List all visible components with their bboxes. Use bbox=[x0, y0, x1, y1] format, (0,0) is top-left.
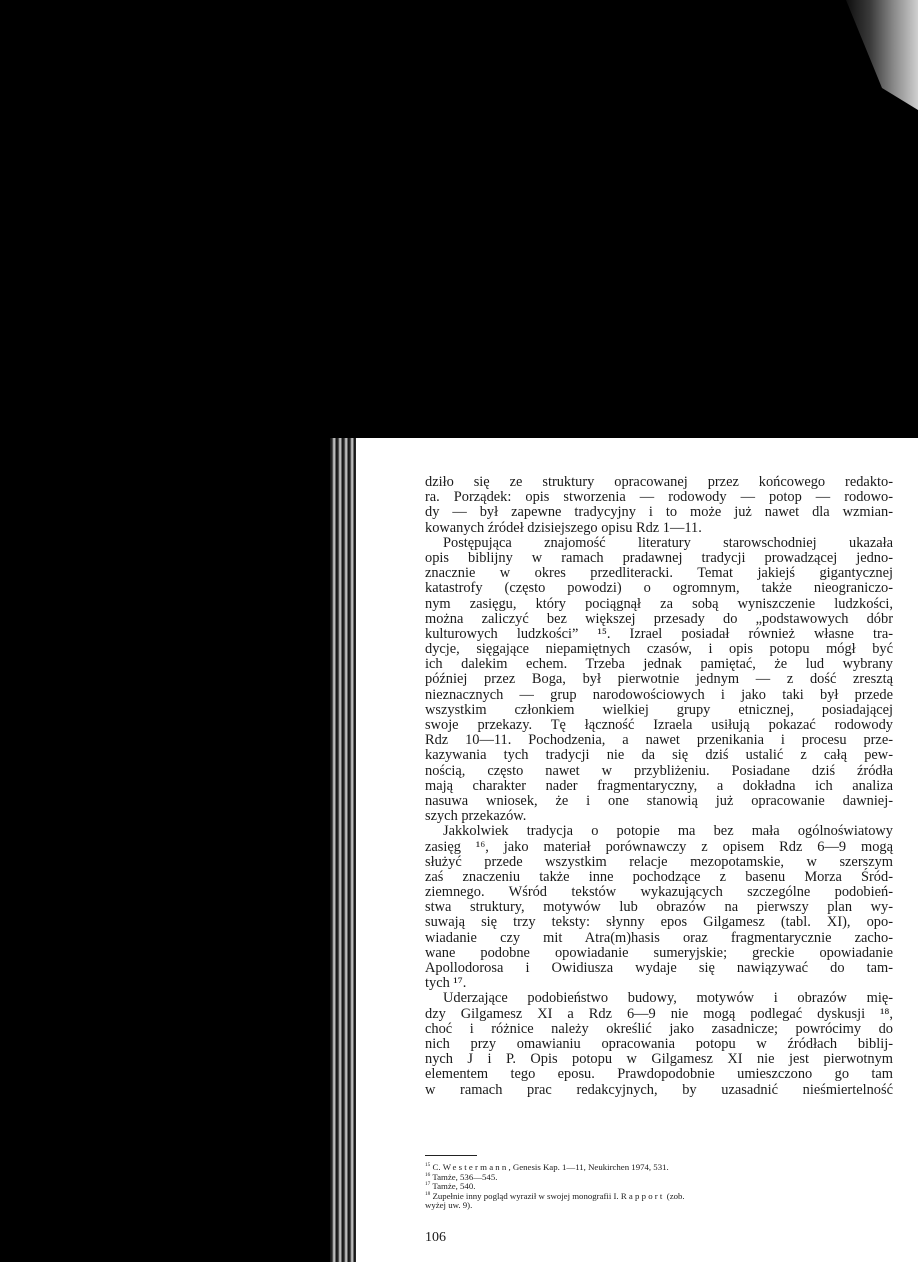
text-line: Jakkolwiek tradycja o potopie ma bez mała ogólnoświatowy bbox=[443, 823, 893, 840]
footnote-author: Rapport bbox=[620, 1190, 665, 1201]
text-line: tych ¹⁷. bbox=[425, 975, 467, 992]
text-line: nieznacznych — grup narodowościowych i jako taki był przede bbox=[425, 686, 893, 703]
text-line: dy — był zapewne tradycyjny i to może już nawet dla wzmian- bbox=[425, 504, 893, 521]
text-line: dycje, sięgające niepamiętnych czasów, i opis potopu mógł być bbox=[425, 641, 893, 658]
footnotes bbox=[425, 1163, 893, 1211]
text-line: dziło się ze struktury opracowanej przez końcowego redakto- bbox=[425, 474, 893, 490]
text-line: można zaliczyć bez większej przesady do „podstawowych dóbr bbox=[425, 610, 893, 627]
text-line: kowanych źródeł dzisiejszego opisu Rdz 1—11. bbox=[425, 519, 702, 536]
dark-background bbox=[0, 0, 918, 440]
text-line: elementem tego eposu. Prawdopodobnie umieszczono go tam bbox=[425, 1066, 893, 1083]
footnote-text: C. bbox=[432, 1162, 443, 1172]
footnote-text: wyżej uw. 9). bbox=[425, 1200, 473, 1211]
text-line: choć i różnice należy określić jako zasadnicze; powrócimy do bbox=[425, 1020, 893, 1037]
text-line: nich przy omawianiu opracowania potopu w źródłach biblij- bbox=[425, 1035, 893, 1052]
text-line: szych przekazów. bbox=[425, 808, 527, 825]
footnote bbox=[425, 1201, 893, 1211]
text-line: Uderzające podobieństwo budowy, motywów i obrazów mię- bbox=[443, 990, 893, 1007]
text-line: kazywania tych tradycji nie da się dziś ustalić z całą pew- bbox=[425, 747, 893, 764]
text-line: wszystkim członkiem wielkiej grupy etnicznej, posiadającej bbox=[425, 701, 893, 718]
body-text bbox=[425, 475, 893, 1098]
text-line: później przez Boga, był pierwotnie jednym — z dość zresztą bbox=[425, 671, 893, 688]
text-line: Apollodorosa i Owidiusza wydaje się nawiązywać do tam- bbox=[425, 960, 893, 976]
footnote-number: 16 bbox=[425, 1171, 431, 1178]
footnote-number: 15 bbox=[425, 1162, 431, 1169]
footnote-author: Westermann bbox=[442, 1162, 509, 1172]
text-line: swoje przekazy. Tę łączność Izraela usiłują pokazać rodowody bbox=[425, 717, 893, 733]
text-line: wane podobne opowiadanie sumeryjskie; greckie opowiadanie bbox=[425, 944, 893, 961]
text-line: Postępująca znajomość literatury starowschodniej ukazała bbox=[443, 534, 893, 551]
text-line: nym zasięgu, który pociągnął za sobą wyniszczenie ludzkości, bbox=[425, 595, 893, 612]
text-line: służyć przede wszystkim relacje mezopotamskie, w szerszym bbox=[425, 853, 893, 870]
text-line: nych J i P. Opis potopu w Gilgamesz XI nie jest pierwotnym bbox=[425, 1051, 893, 1068]
text-line: suwają się trzy teksty: słynny epos Gilgamesz (tabl. XI), opo- bbox=[425, 914, 893, 931]
footnote-divider bbox=[425, 1155, 477, 1156]
text-line: mają charakter nader fragmentaryczny, a dokładna ich analiza bbox=[425, 777, 893, 794]
text-line: zaś znaczeniu także inne pochodzące z basenu Morza Śród- bbox=[425, 868, 893, 885]
footnote-number: 17 bbox=[425, 1181, 431, 1188]
text-line: Rdz 10—11. Pochodzenia, a nawet przenikania i procesu prze- bbox=[425, 732, 893, 749]
text-line: ich dalekim echem. Trzeba jednak pamiętać, że lud wybrany bbox=[425, 656, 893, 673]
text-line: opis biblijny w ramach pradawnej tradycji prowadzącej jedno- bbox=[425, 549, 893, 566]
footnote-text: , Genesis Kap. 1—11, Neukirchen 1974, 531. bbox=[508, 1162, 669, 1172]
text-line: dzy Gilgamesz XI a Rdz 6—9 nie mogą podlegać dyskusji ¹⁸, bbox=[425, 1005, 893, 1022]
page-number: 106 bbox=[425, 1230, 446, 1245]
text-line: katastrofy (często powodzi) o ogromnym, także nieograniczo- bbox=[425, 580, 893, 597]
text-line: stwa struktury, motywów lub obrazów na pierwszy plan wy- bbox=[425, 899, 893, 916]
text-line: ziemnego. Wśród tekstów wykazujących szczególne podobień- bbox=[425, 884, 893, 901]
text-line: w ramach prac redakcyjnych, by uzasadnić nieśmiertelność bbox=[425, 1081, 893, 1098]
text-line: ra. Porządek: opis stworzenia — rodowody — potop — rodowo- bbox=[425, 489, 893, 506]
footnote-text: Tamże, 536—545. bbox=[432, 1171, 498, 1182]
page-gutter bbox=[330, 438, 356, 1262]
footnote-text: (zob. bbox=[664, 1190, 685, 1201]
footnote-text: Zupełnie inny pogląd wyraził w swojej monografii I. bbox=[432, 1190, 621, 1201]
text-line: nasuwa wniosek, że i one stanowią już opracowanie dawniej- bbox=[425, 792, 893, 809]
text-line: zasięg ¹⁶, jako materiał porównawczy z opisem Rdz 6—9 mogą bbox=[425, 838, 893, 855]
footnote-text: Tamże, 540. bbox=[432, 1181, 476, 1192]
footnote-number: 18 bbox=[425, 1190, 431, 1197]
text-line: nością, często nawet w przybliżeniu. Posiadane dziś źródła bbox=[425, 762, 893, 779]
footnote bbox=[425, 1173, 893, 1183]
text-line: znacznie w okres przedliteracki. Temat jakiejś gigantycznej bbox=[425, 565, 893, 582]
text-line: wiadanie czy mit Atra(m)hasis oraz fragmentarycznie zacho- bbox=[425, 929, 893, 946]
footnote bbox=[425, 1192, 893, 1202]
text-line: kulturowych ludzkości” ¹⁵. Izrael posiadał również własne tra- bbox=[425, 625, 893, 642]
